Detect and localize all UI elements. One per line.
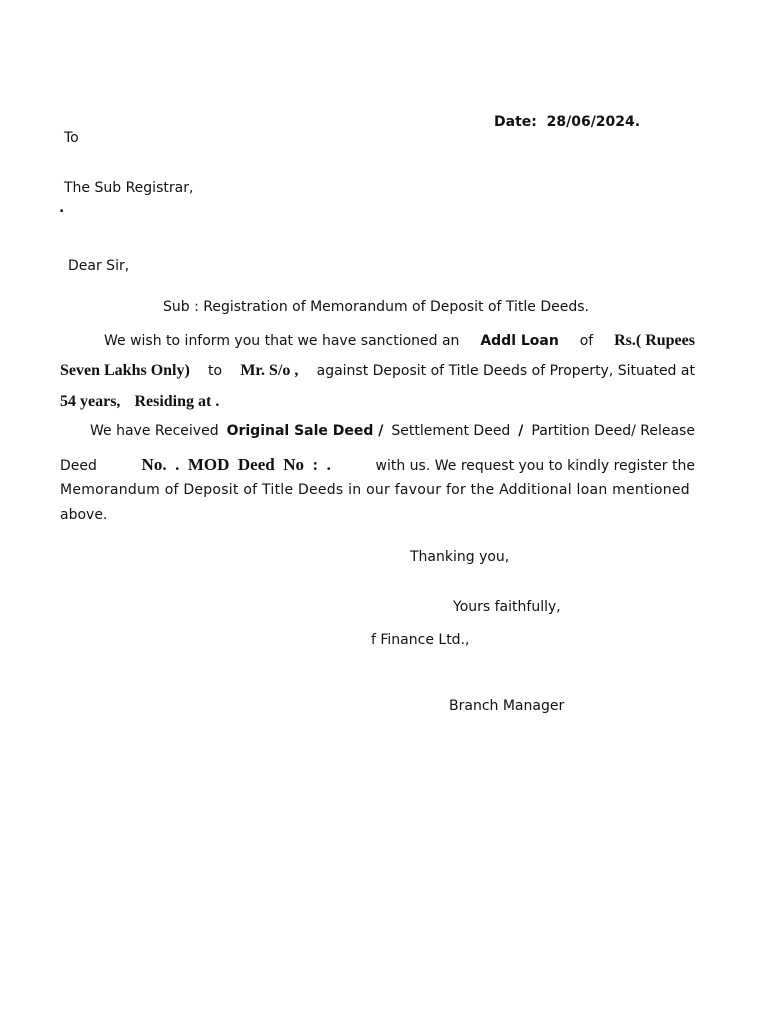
para1-line3	[60, 393, 695, 411]
para1-property: against Deposit of Title Deeds of Property, Situated at	[316, 363, 695, 379]
borrower-residence: Residing at .	[134, 393, 220, 410]
date-line	[494, 114, 640, 130]
date-value: 28/06/2024.	[546, 114, 641, 130]
para2-request: with us. We request you to kindly register the	[375, 458, 695, 474]
deed-settlement: Settlement Deed	[391, 423, 511, 439]
para2-line1	[90, 423, 695, 439]
para2-received: We have Received	[90, 423, 219, 439]
company-name: f Finance Ltd.,	[371, 632, 470, 648]
borrower-age: 54 years,	[60, 393, 121, 410]
to-label: To	[64, 130, 79, 146]
deed-partition: Partition Deed/ Release	[531, 423, 695, 439]
subject-line: Sub : Registration of Memorandum of Deposit of Title Deeds.	[163, 299, 589, 315]
para2-line2	[60, 455, 695, 475]
deed-separator: /	[518, 423, 524, 439]
deed-original: Original Sale Deed /	[226, 423, 384, 439]
para2-memorandum: Memorandum of Deposit of Title Deeds in our favour for the Additional loan mentioned	[60, 482, 690, 498]
amount-words: Seven Lakhs Only)	[60, 362, 190, 379]
closing-thanks: Thanking you,	[410, 549, 510, 565]
date-label: Date:	[494, 114, 537, 130]
para1-text: We wish to inform you that we have sanctioned an	[104, 333, 460, 349]
para1-of: of	[579, 333, 594, 349]
salutation: Dear Sir,	[68, 258, 130, 274]
signatory-title: Branch Manager	[449, 698, 565, 714]
borrower-name: Mr. S/o ,	[240, 362, 299, 379]
recipient-name: The Sub Registrar,	[64, 180, 194, 196]
para1-line2	[60, 362, 695, 380]
recipient-extra: .	[59, 200, 65, 216]
para1-to: to	[208, 363, 223, 379]
loan-amount: Rs.( Rupees	[614, 332, 695, 349]
para2-line4: above.	[60, 507, 108, 523]
deed-number: No. . MOD Deed No : .	[141, 455, 331, 474]
loan-type: Addl Loan	[480, 333, 559, 349]
para1-line1	[104, 332, 695, 350]
closing-yours: Yours faithfully,	[453, 599, 561, 615]
para2-deed: Deed	[60, 458, 97, 474]
para2-line3	[60, 482, 695, 498]
